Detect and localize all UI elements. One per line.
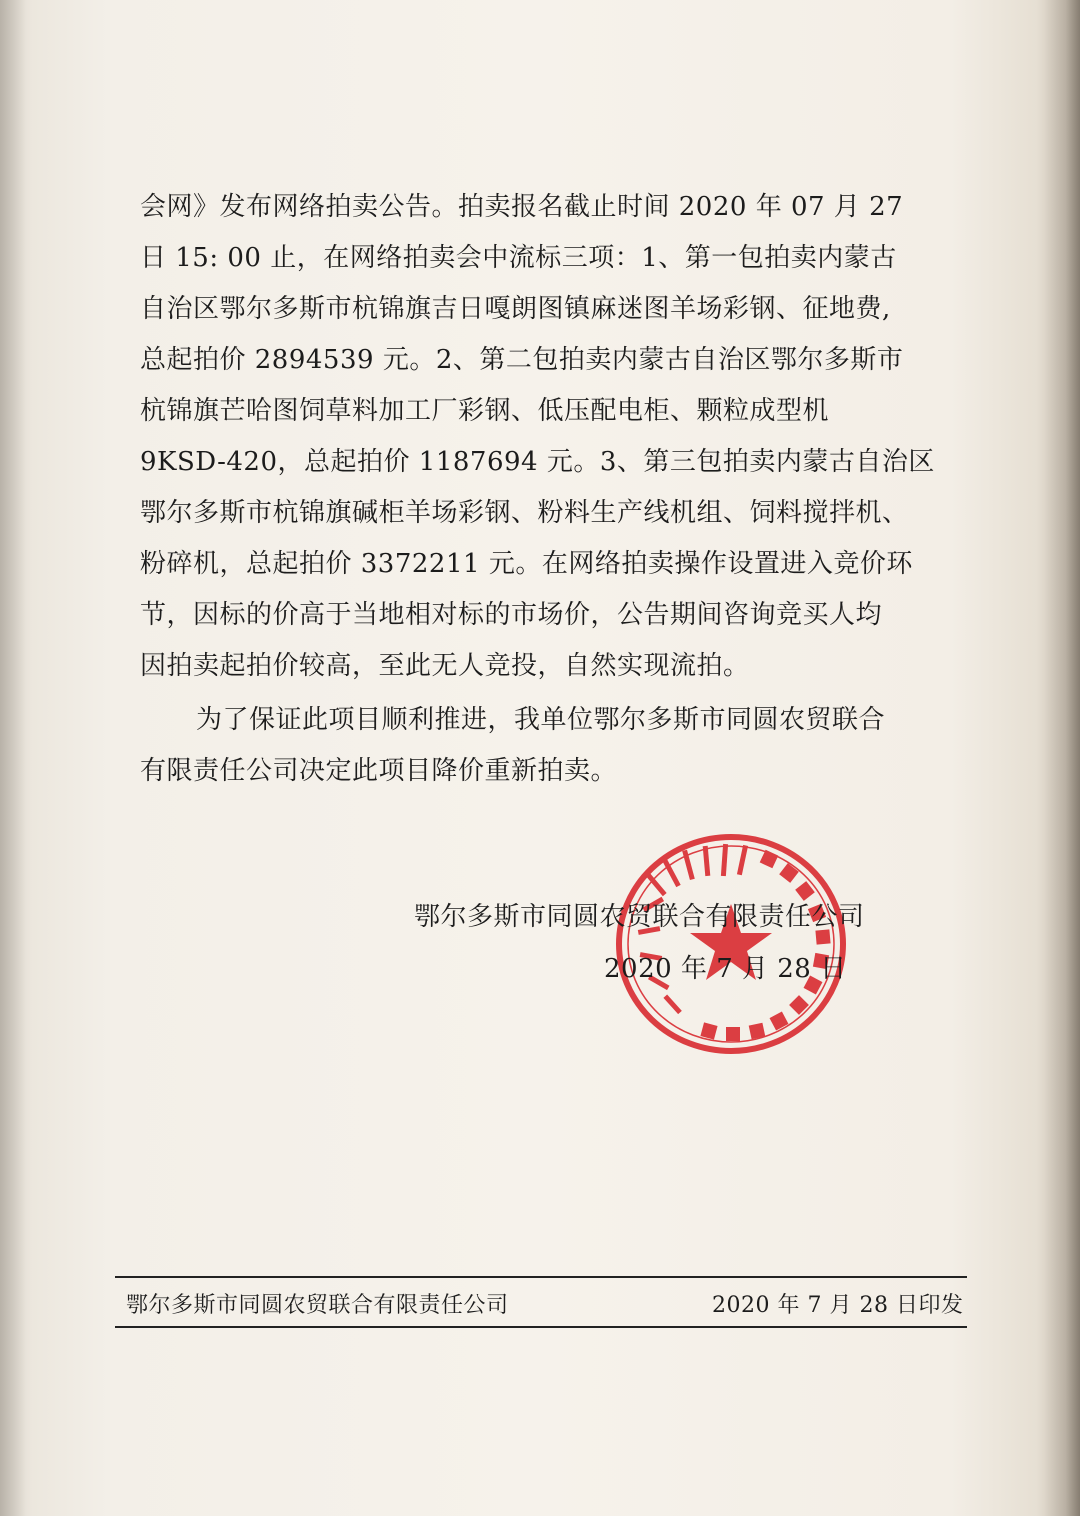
page-edge-shadow-left — [0, 0, 26, 1516]
body-line: 日 15: 00 止，在网络拍卖会中流标三项：1、第一包拍卖内蒙古 — [140, 243, 897, 273]
footer-issue-date: 2020 年 7 月 28 日印发 — [712, 1293, 964, 1318]
signature-org: 鄂尔多斯市同圆农贸联合有限责任公司 — [414, 902, 865, 932]
body-line: 节，因标的价高于当地相对标的市场价，公告期间咨询竞买人均 — [140, 600, 883, 630]
body-line: 有限责任公司决定此项目降价重新拍卖。 — [140, 756, 618, 786]
body-line: 自治区鄂尔多斯市杭锦旗吉日嘎朗图镇麻迷图羊场彩钢、征地费, — [140, 294, 891, 324]
signature-date: 2020 年 7 月 28 日 — [604, 954, 847, 984]
page-edge-shadow-right — [1044, 0, 1080, 1516]
official-seal — [614, 832, 848, 1056]
announcement-body — [140, 182, 945, 797]
footer-rule-bottom — [115, 1326, 967, 1328]
footer-org: 鄂尔多斯市同圆农贸联合有限责任公司 — [126, 1293, 509, 1318]
body-line: 总起拍价 2894539 元。2、第二包拍卖内蒙古自治区鄂尔多斯市 — [140, 345, 904, 375]
body-line: 会网》发布网络拍卖公告。拍卖报名截止时间 2020 年 07 月 27 — [140, 192, 904, 222]
body-line: 粉碎机，总起拍价 3372211 元。在网络拍卖操作设置进入竞价环 — [140, 549, 913, 579]
body-line: 9KSD-420，总起拍价 1187694 元。3、第三包拍卖内蒙古自治区 — [140, 447, 935, 477]
body-line: 为了保证此项目顺利推进，我单位鄂尔多斯市同圆农贸联合 — [196, 705, 886, 735]
footer-rule-top — [115, 1276, 967, 1278]
body-line: 杭锦旗芒哈图饲草料加工厂彩钢、低压配电柜、颗粒成型机 — [140, 396, 830, 426]
body-line: 鄂尔多斯市杭锦旗碱柜羊场彩钢、粉料生产线机组、饲料搅拌机、 — [140, 498, 909, 528]
body-line: 因拍卖起拍价较高，至此无人竞投，自然实现流拍。 — [140, 651, 750, 681]
